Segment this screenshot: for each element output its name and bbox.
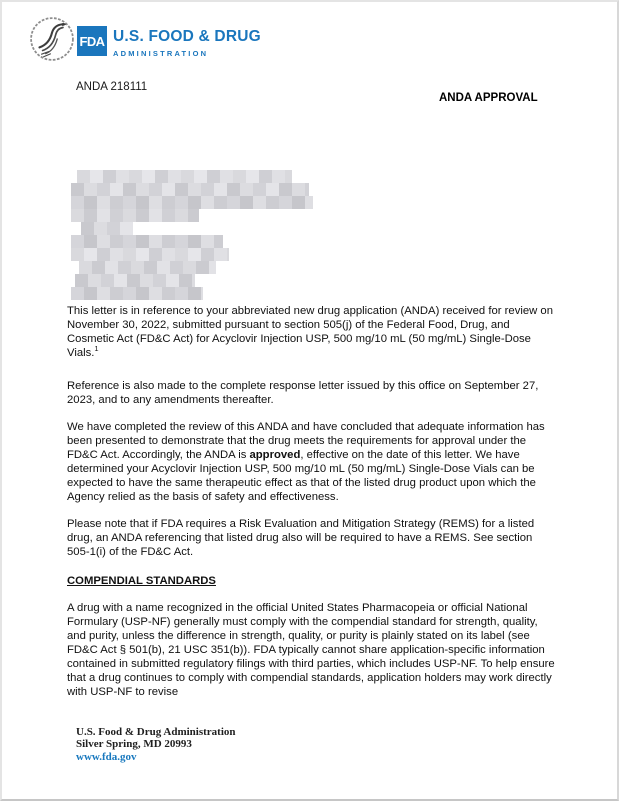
redacted-line: [71, 287, 203, 300]
footer-website-link[interactable]: www.fda.gov: [76, 750, 137, 763]
footer-address: Silver Spring, MD 20993: [76, 738, 192, 751]
hhs-eagle-icon: [29, 16, 75, 62]
redacted-line: [71, 235, 223, 248]
redacted-line: [71, 196, 313, 209]
fda-logo-box: [77, 26, 107, 56]
section-heading-compendial-standards: COMPENDIAL STANDARDS: [67, 575, 216, 587]
approval-label: ANDA APPROVAL: [439, 92, 538, 104]
anda-number: ANDA 218111: [76, 81, 148, 93]
redacted-line: [77, 170, 292, 183]
footnote-marker: 1: [94, 344, 99, 354]
fda-wordmark-line2: ADMINISTRATION: [113, 49, 209, 58]
page-footer: [76, 726, 236, 763]
fda-wordmark-line1: U.S. FOOD & DRUG: [113, 28, 261, 45]
paragraph-approval: We have completed the review of this ANDA and have concluded that adequate information has been presented to demonstrate that the drug meets the requirements for approval under the FD&C Act. Accordingly, the ANDA is approved, effective on the date of this letter. We have determined your Acyclovir Injection USP, 500 mg/10 mL (50 mg/mL) Single-Dose Vials can be expected to have the same therapeutic effect as that of the listed drug product upon which the Agency relied as the basis of safety and effectiveness.: [67, 421, 545, 503]
paragraph-compendial: A drug with a name recognized in the official United States Pharmacopeia or official National Formulary (USP-NF) generally must comply with the compendial standard for strength, quality, and purity, unless the difference in strength, quality, or purity is plainly stated on its label (see FD&C Act § 501(b), 21 USC 351(b)). FDA typically cannot share application-specific information contained in submitted regulatory filings with third parties, which includes USP-NF. To help ensure that a drug continues to comply with compendial standards, application holders may work directly with USP-NF to revise: [67, 602, 555, 698]
footer-org: U.S. Food & Drug Administration: [76, 726, 236, 738]
fda-acronym: FDA: [79, 33, 105, 49]
paragraph-rems: Please note that if FDA requires a Risk Evaluation and Mitigation Strategy (REMS) for a listed drug, an ANDA referencing that listed drug also will be required to have a REMS. See section 505-1(i) of the FD&C Act.: [67, 518, 535, 558]
redacted-line: [81, 222, 133, 235]
redacted-line: [71, 209, 199, 222]
redacted-line: [71, 183, 309, 196]
redacted-line: [79, 261, 216, 274]
paragraph-reference: This letter is in reference to your abbreviated new drug application (ANDA) received for review on November 30, 2022, submitted pursuant to section 505(j) of the Federal Food, Drug, and Cosmetic Act (FD&C Act) for Acyclovir Injection USP, 500 mg/10 mL (50 mg/mL) Single-Dose Vials.$^1$: [67, 305, 553, 359]
redacted-line: [75, 274, 195, 287]
approved-emphasis: approved: [249, 449, 301, 461]
redacted-recipient-address: [71, 170, 313, 300]
fda-wordmark: [113, 28, 261, 58]
redacted-line: [71, 248, 229, 261]
paragraph-crl-reference: Reference is also made to the complete response letter issued by this office on September 27, 2023, and to any amendments thereafter.: [67, 380, 539, 406]
letter-body: [67, 304, 556, 712]
